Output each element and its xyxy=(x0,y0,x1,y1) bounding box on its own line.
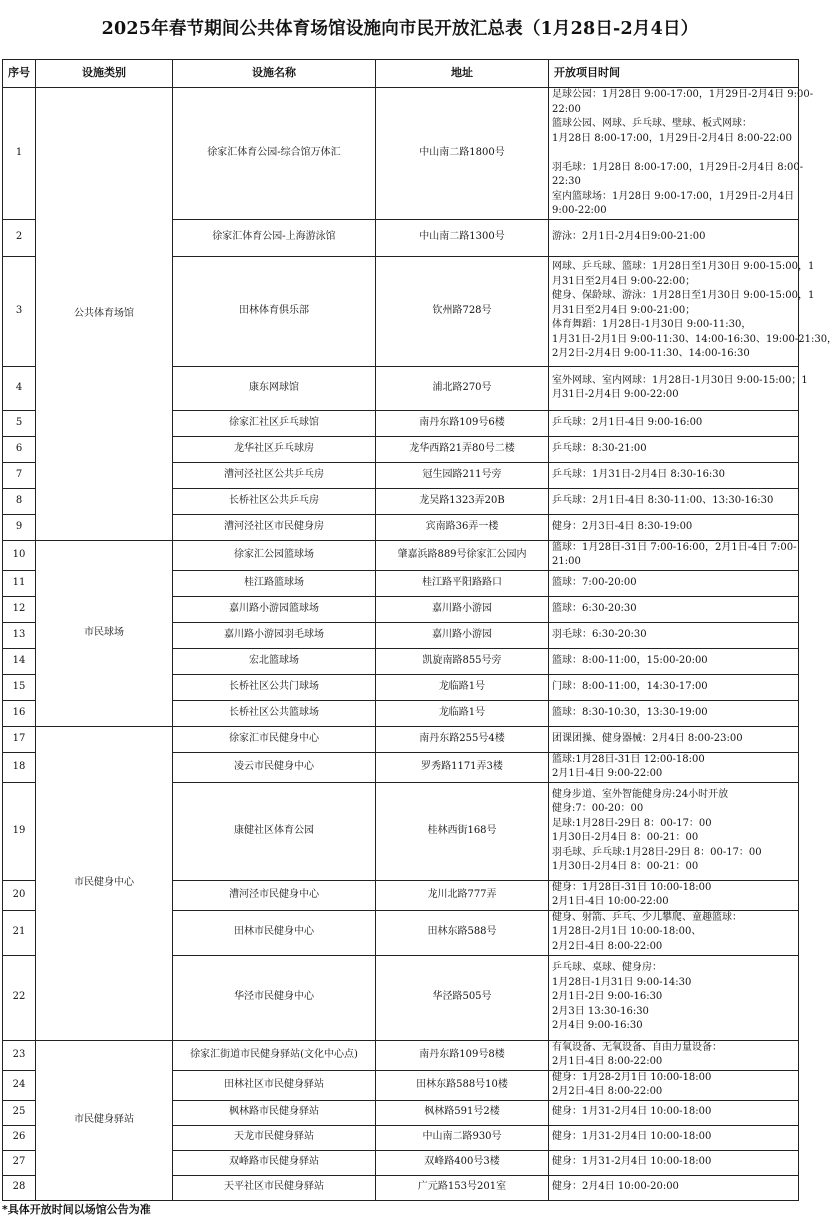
row-number: 7 xyxy=(3,462,36,488)
open-time xyxy=(549,726,799,752)
open-time xyxy=(549,782,799,880)
row-number: 1 xyxy=(3,88,36,220)
facility-name: 田林市民健身中心 xyxy=(173,910,376,955)
facility-name: 漕河泾市民健身中心 xyxy=(173,880,376,910)
open-time-line: 月31日至2月4日 9:00-22:00； xyxy=(552,275,696,287)
open-time-line: 乒乓球：2月1日-4日 8:30-11:00、13:30-16:30 xyxy=(552,494,774,506)
table-row xyxy=(3,540,799,570)
row-number: 5 xyxy=(3,410,36,436)
facility-address: 嘉川路小游园 xyxy=(376,596,549,622)
open-time-line: 篮球：8:00-11:00，15:00-20:00 xyxy=(552,654,708,666)
row-number: 8 xyxy=(3,488,36,514)
open-time xyxy=(549,880,799,910)
open-time-line: 2月1日-2日 9:00-16:30 xyxy=(552,991,663,1003)
open-time xyxy=(549,1175,799,1200)
facility-name: 华泾市民健身中心 xyxy=(173,955,376,1040)
open-time-line: 1月28日 8:00-17:00，1月29日-2月4日 8:00-22:00 xyxy=(552,132,792,144)
table-header-row xyxy=(3,60,799,88)
open-time-line: 室外网球、室内网球：1月28日-1月30日 9:00-15:00；1 xyxy=(552,374,808,386)
open-time-line: 22:00 xyxy=(552,103,581,115)
facility-name: 田林社区市民健身驿站 xyxy=(173,1070,376,1100)
row-number: 3 xyxy=(3,256,36,366)
facility-address: 南丹东路109号6楼 xyxy=(376,410,549,436)
open-time-line: 体育舞蹈：1月28日-1月30日 9:00-11:30， xyxy=(552,319,752,331)
facility-category: 公共体育场馆 xyxy=(36,88,173,541)
facility-name: 长桥社区公共门球场 xyxy=(173,674,376,700)
open-time-line: 羽毛球：1月28日 8:00-17:00，1月29日-2月4日 8:00- xyxy=(552,161,804,173)
open-time-line: 2月3日 13:30-16:30 xyxy=(552,1005,649,1017)
open-time-line: 2月2日-4日 8:00-22:00 xyxy=(552,940,663,952)
facility-table xyxy=(2,59,837,1201)
open-time xyxy=(549,1100,799,1125)
open-time-line: 健身：1月31-2月4日 10:00-18:00 xyxy=(552,1106,712,1118)
facility-name: 枫林路市民健身驿站 xyxy=(173,1100,376,1125)
open-time-line: 篮球：1月28日-31日 7:00-16:00，2月1日-4日 7:00- xyxy=(552,541,797,553)
row-number: 2 xyxy=(3,219,36,256)
facility-category: 市民球场 xyxy=(36,540,173,726)
facility-address: 枫林路591号2楼 xyxy=(376,1100,549,1125)
header-category: 设施类别 xyxy=(36,60,173,88)
open-time-line: 足球公园：1月28日 9:00-17:00，1月29日-2月4日 9:00- xyxy=(552,89,814,100)
open-time xyxy=(549,1150,799,1175)
table-row xyxy=(3,88,799,220)
open-time-line: 有氧设备、无氧设备、自由力量设备： xyxy=(552,1041,722,1053)
facility-address: 龙吴路1323弄20B xyxy=(376,488,549,514)
row-number: 11 xyxy=(3,570,36,596)
row-number: 16 xyxy=(3,700,36,726)
open-time xyxy=(549,622,799,648)
row-number: 28 xyxy=(3,1175,36,1200)
open-time-line: 篮球:1月28日-31日 12:00-18:00 xyxy=(552,753,705,765)
open-time xyxy=(549,366,808,410)
open-time-line: 1月28日-2月1日 10:00-18:00、 xyxy=(552,926,702,938)
facility-address: 广元路153号201室 xyxy=(376,1175,549,1200)
open-time xyxy=(549,462,799,488)
facility-address: 钦州路728号 xyxy=(376,256,549,366)
facility-name: 徐家汇街道市民健身驿站(文化中心点) xyxy=(173,1040,376,1070)
row-number: 12 xyxy=(3,596,36,622)
open-time-line: 2月1日-4日 10:00-22:00 xyxy=(552,896,669,907)
facility-address: 中山南二路930号 xyxy=(376,1125,549,1150)
facility-address: 桂江路平阳路路口 xyxy=(376,570,549,596)
open-time-line xyxy=(552,146,795,161)
facility-address: 嘉川路小游园 xyxy=(376,622,549,648)
table-row xyxy=(3,1040,799,1070)
open-time-line: 2月1日-4日 9:00-22:00 xyxy=(552,768,663,779)
header-open-time: 开放项目时间 xyxy=(549,60,799,88)
facility-address: 中山南二路1300号 xyxy=(376,219,549,256)
open-time xyxy=(549,752,799,782)
table-body xyxy=(3,88,837,1201)
row-number: 15 xyxy=(3,674,36,700)
open-time-line: 健身：1月28日-31日 10:00-18:00 xyxy=(552,881,712,893)
open-time-line: 乒乓球、桌球、健身房： xyxy=(552,962,662,974)
facility-name: 徐家汇公园篮球场 xyxy=(173,540,376,570)
facility-address: 龙临路1号 xyxy=(376,674,549,700)
open-time xyxy=(549,700,799,726)
facility-name: 长桥社区公共乒乓房 xyxy=(173,488,376,514)
open-time-line: 2月2日-4日 8:00-22:00 xyxy=(552,1086,663,1097)
row-number: 13 xyxy=(3,622,36,648)
open-time-line: 21:00 xyxy=(552,556,581,567)
facility-address: 桂林西街168号 xyxy=(376,782,549,880)
open-time xyxy=(549,674,799,700)
row-number: 14 xyxy=(3,648,36,674)
facility-name: 徐家汇体育公园-综合馆万体汇 xyxy=(173,88,376,220)
open-time-line: 1月30日-2月4日 8：00-21：00 xyxy=(552,861,699,872)
open-time-line: 1月30日-2月4日 8：00-21：00 xyxy=(552,832,699,843)
open-time xyxy=(549,955,799,1040)
open-time-line: 羽毛球、乒乓球:1月28日-29日 8：00-17：00 xyxy=(552,846,762,858)
open-time-line: 篮球：6:30-20:30 xyxy=(552,602,637,614)
open-time-line: 健身：1月31-2月4日 10:00-18:00 xyxy=(552,1131,712,1143)
open-time xyxy=(549,88,814,220)
footnote: *具体开放时间以场馆公告为准 xyxy=(2,1203,151,1216)
facility-name: 嘉川路小游园篮球场 xyxy=(173,596,376,622)
open-time-line: 室内篮球场：1月28日 9:00-17:00，1月29日-2月4日 xyxy=(552,190,795,202)
facility-address: 凯旋南路855号旁 xyxy=(376,648,549,674)
facility-address: 冠生园路211号旁 xyxy=(376,462,549,488)
row-number: 4 xyxy=(3,366,36,410)
open-time-line: 健身：2月4日 10:00-20:00 xyxy=(552,1181,679,1193)
open-time-line: 2月1日-4日 8:00-22:00 xyxy=(552,1056,663,1067)
facility-address: 华泾路505号 xyxy=(376,955,549,1040)
open-time-line: 月31日-2月4日 9:00-22:00 xyxy=(552,389,679,400)
facility-name: 长桥社区公共篮球场 xyxy=(173,700,376,726)
row-number: 20 xyxy=(3,880,36,910)
row-number: 17 xyxy=(3,726,36,752)
open-time-line: 22:30 xyxy=(552,176,581,187)
facility-name: 徐家汇体育公园-上海游泳馆 xyxy=(173,219,376,256)
facility-category: 市民健身驿站 xyxy=(36,1040,173,1200)
row-number: 27 xyxy=(3,1150,36,1175)
facility-name: 漕河泾社区市民健身房 xyxy=(173,514,376,540)
open-time-line: 门球：8:00-11:00，14:30-17:00 xyxy=(552,680,708,692)
open-time-line: 足球:1月28日-29日 8：00-17：00 xyxy=(552,817,712,829)
row-number: 24 xyxy=(3,1070,36,1100)
facility-address: 南丹东路109号8楼 xyxy=(376,1040,549,1070)
open-time-line: 健身:7：00-20：00 xyxy=(552,803,644,814)
open-time-line: 篮球公园、网球、乒乓球、壁球、板式网球： xyxy=(552,118,752,129)
open-time-line: 健身步道、室外智能健身房:24小时开放 xyxy=(552,788,729,800)
open-time-line: 乒乓球：2月1日-4日 9:00-16:00 xyxy=(552,416,703,428)
row-number: 19 xyxy=(3,782,36,880)
facility-address: 龙川北路777弄 xyxy=(376,880,549,910)
open-time xyxy=(549,256,837,366)
facility-name: 桂江路篮球场 xyxy=(173,570,376,596)
open-time-line: 9:00-22:00 xyxy=(552,205,607,216)
open-time-line: 健身：1月31-2月4日 10:00-18:00 xyxy=(552,1156,712,1168)
facility-name: 天龙市民健身驿站 xyxy=(173,1125,376,1150)
open-time-line: 篮球：8:30-10:30，13:30-19:00 xyxy=(552,706,708,718)
open-time xyxy=(549,436,799,462)
facility-address: 龙华西路21弄80号二楼 xyxy=(376,436,549,462)
open-time xyxy=(549,219,799,256)
facility-address: 田林东路588号10楼 xyxy=(376,1070,549,1100)
open-time xyxy=(549,540,799,570)
facility-name: 双峰路市民健身驿站 xyxy=(173,1150,376,1175)
facility-name: 宏北篮球场 xyxy=(173,648,376,674)
open-time-line: 健身：2月3日-4日 8:30-19:00 xyxy=(552,520,693,532)
facility-address: 南丹东路255号4楼 xyxy=(376,726,549,752)
row-number: 6 xyxy=(3,436,36,462)
open-time-line: 1月28日-1月31日 9:00-14:30 xyxy=(552,976,692,988)
facility-name: 田林体育俱乐部 xyxy=(173,256,376,366)
facility-name: 凌云市民健身中心 xyxy=(173,752,376,782)
row-number: 25 xyxy=(3,1100,36,1125)
facility-name: 龙华社区乒乓球房 xyxy=(173,436,376,462)
row-number: 9 xyxy=(3,514,36,540)
row-number: 26 xyxy=(3,1125,36,1150)
open-time xyxy=(549,1070,799,1100)
facility-name: 漕河泾社区公共乒乓房 xyxy=(173,462,376,488)
open-time-line: 1月31日-2月1日 9:00-11:30、14:00-16:30、19:00-21:30， xyxy=(552,333,837,345)
header-name: 设施名称 xyxy=(173,60,376,88)
open-time-line: 游泳：2月1日-2月4日9:00-21:00 xyxy=(552,231,706,243)
open-time-line: 乒乓球：1月31日-2月4日 8:30-16:30 xyxy=(552,468,726,480)
open-time xyxy=(549,910,799,955)
open-time xyxy=(549,1040,799,1070)
facility-address: 宾南路36弄一楼 xyxy=(376,514,549,540)
open-time-line: 健身、保龄球、游泳：1月28日至1月30日 9:00-15:00，1 xyxy=(552,290,815,302)
facility-category: 市民健身中心 xyxy=(36,726,173,1040)
open-time-line: 羽毛球：6:30-20:30 xyxy=(552,628,647,640)
open-time-line: 健身、射箭、乒乓、少儿攀爬、童趣篮球： xyxy=(552,911,742,923)
page-title: 2025年春节期间公共体育场馆设施向市民开放汇总表（1月28日-2月4日） xyxy=(101,19,699,39)
facility-name: 徐家汇社区乒乓球馆 xyxy=(173,410,376,436)
table-row xyxy=(3,726,799,752)
facility-address: 双峰路400号3楼 xyxy=(376,1150,549,1175)
row-number: 23 xyxy=(3,1040,36,1070)
open-time-line: 团课团操、健身器械：2月4日 8:00-23:00 xyxy=(552,732,743,744)
row-number: 10 xyxy=(3,540,36,570)
open-time xyxy=(549,648,799,674)
open-time-line: 乒乓球：8:30-21:00 xyxy=(552,442,647,454)
facility-name: 嘉川路小游园羽毛球场 xyxy=(173,622,376,648)
facility-address: 浦北路270号 xyxy=(376,366,549,410)
open-time xyxy=(549,514,799,540)
open-time-line: 月31日至2月4日 9:00-21:00； xyxy=(552,304,696,316)
facility-name: 天平社区市民健身驿站 xyxy=(173,1175,376,1200)
open-time-line: 篮球：7:00-20:00 xyxy=(552,576,637,588)
header-no: 序号 xyxy=(3,60,36,88)
row-number: 22 xyxy=(3,955,36,1040)
facility-name: 康东网球馆 xyxy=(173,366,376,410)
open-time xyxy=(549,570,799,596)
open-time-line: 健身：1月28-2月1日 10:00-18:00 xyxy=(552,1071,712,1083)
facility-name: 徐家汇市民健身中心 xyxy=(173,726,376,752)
facility-name: 康健社区体育公园 xyxy=(173,782,376,880)
facility-address: 龙临路1号 xyxy=(376,700,549,726)
facility-address: 罗秀路1171弄3楼 xyxy=(376,752,549,782)
open-time-line: 2月4日 9:00-16:30 xyxy=(552,1020,643,1032)
open-time xyxy=(549,410,799,436)
row-number: 18 xyxy=(3,752,36,782)
row-number: 21 xyxy=(3,910,36,955)
open-time-line: 网球、乒乓球、篮球：1月28日至1月30日 9:00-15:00，1 xyxy=(552,261,815,273)
open-time xyxy=(549,1125,799,1150)
header-address: 地址 xyxy=(376,60,549,88)
facility-address: 肇嘉浜路889号徐家汇公园内 xyxy=(376,540,549,570)
open-time xyxy=(549,488,799,514)
open-time xyxy=(549,596,799,622)
facility-address: 田林东路588号 xyxy=(376,910,549,955)
open-time-line: 2月2日-2月4日 9:00-11:30、14:00-16:30 xyxy=(552,348,750,360)
facility-address: 中山南二路1800号 xyxy=(376,88,549,220)
